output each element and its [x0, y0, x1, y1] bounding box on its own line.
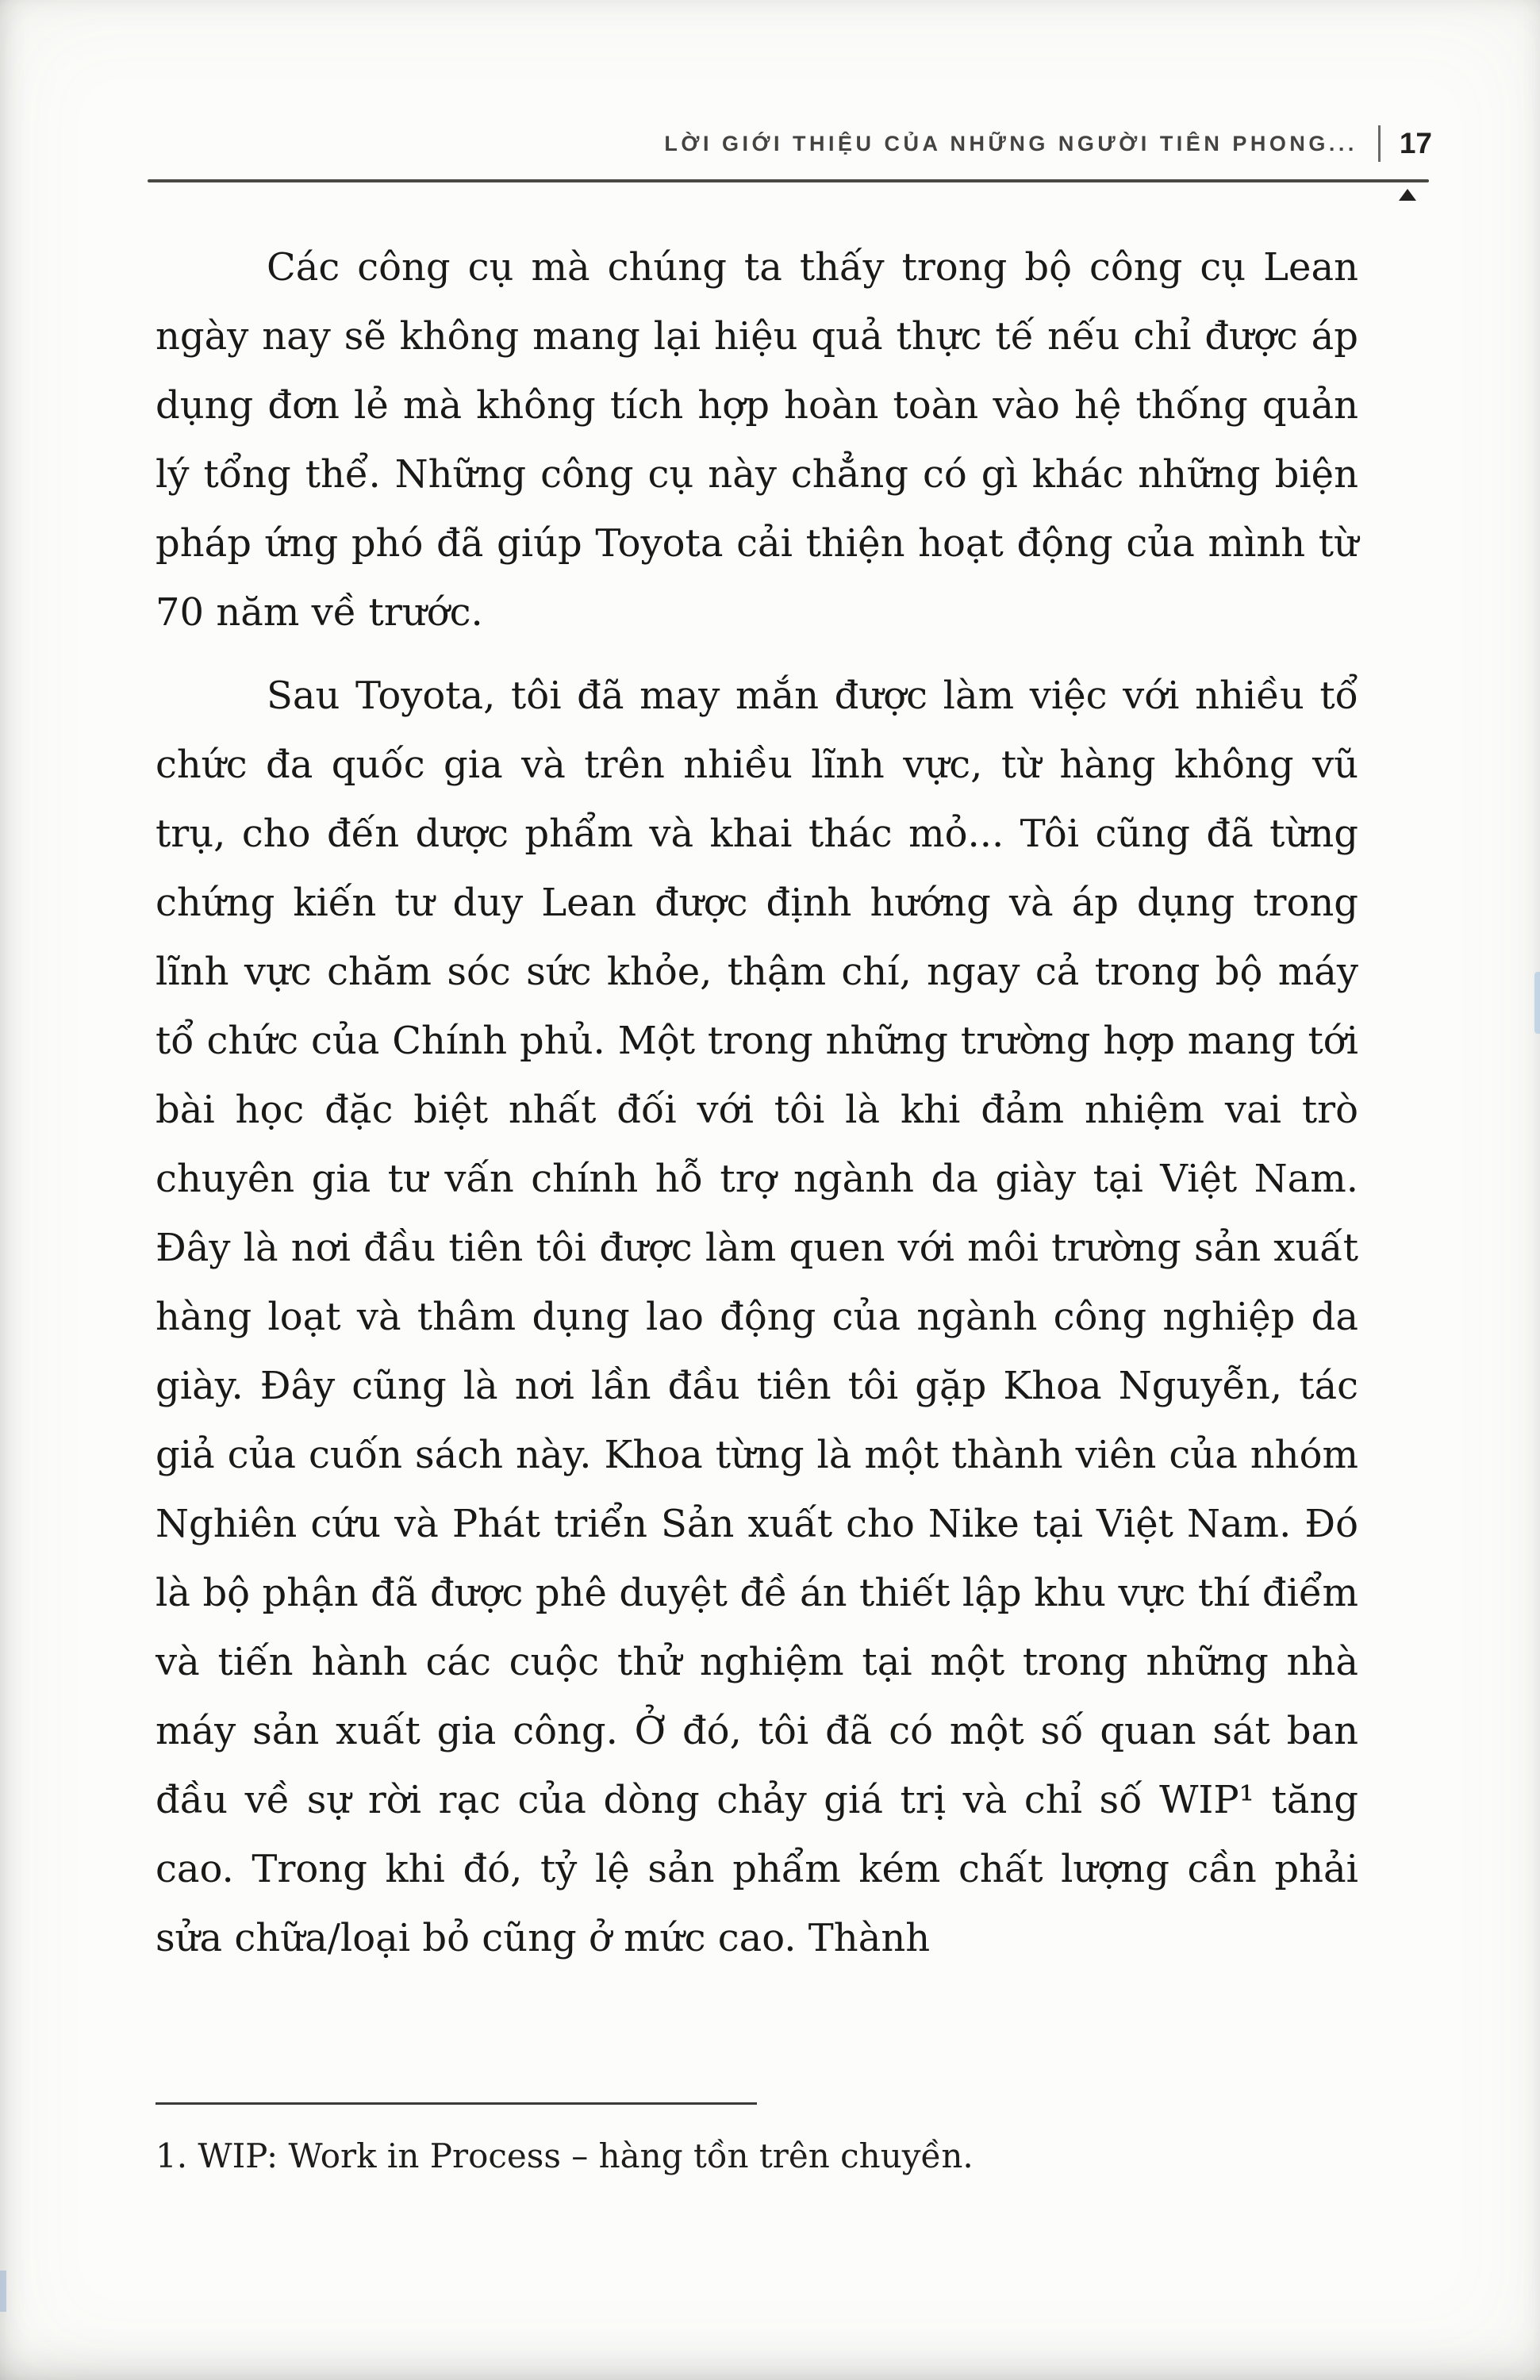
running-header-title: LỜI GIỚI THIỆU CỦA NHỮNG NGƯỜI TIÊN PHONG...: [664, 131, 1358, 155]
page-number: 17: [1399, 127, 1432, 159]
header-rule: [148, 179, 1429, 182]
footnote: 1. WIP: Work in Process – hàng tồn trên chuyền.: [156, 2136, 974, 2175]
triangle-up-icon: [1399, 189, 1416, 201]
running-header: [0, 125, 1432, 162]
paragraph: Các công cụ mà chúng ta thấy trong bộ công cụ Lean ngày nay sẽ không mang lại hiệu quả thực tế nếu chỉ được áp dụng đơn lẻ mà không tích hợp hoàn toàn vào hệ thống quản lý tổng thể. Những công cụ này chẳng có gì khác những biện pháp ứng phó đã giúp Toyota cải thiện hoạt động của mình từ 70 năm về trước.: [156, 245, 1358, 635]
scan-artifact: [1534, 972, 1540, 1034]
header-divider: [1378, 125, 1381, 162]
body-text: [156, 233, 1358, 1987]
footnote-rule: [156, 2102, 757, 2105]
paragraph: Sau Toyota, tôi đã may mắn được làm việc với nhiều tổ chức đa quốc gia và trên nhiều lĩnh vực, từ hàng không vũ trụ, cho đến dược phẩm và khai thác mỏ... Tôi cũng đã từng chứng kiến tư duy Lean được định hướng và áp dụng trong lĩnh vực chăm sóc sức khỏe, thậm chí, ngay cả trong bộ máy tổ chức của Chính phủ. Một trong những trường hợp mang tới bài học đặc biệt nhất đối với tôi là khi đảm nhiệm vai trò chuyên gia tư vấn chính hỗ trợ ngành da giày tại Việt Nam. Đây là nơi đầu tiên tôi được làm quen với môi trường sản xuất hàng loạt và thâm dụng lao động của ngành công nghiệp da giày. Đây cũng là nơi lần đầu tiên tôi gặp Khoa Nguyễn, tác giả của cuốn sách này. Khoa từng là một thành viên của nhóm Nghiên cứu và Phát triển Sản xuất cho Nike tại Việt Nam. Đó là bộ phận đã được phê duyệt đề án thiết lập khu vực thí điểm và tiến hành các cuộc thử nghiệm tại một trong những nhà máy sản xuất gia công. Ở đó, tôi đã có một số quan sát ban đầu về sự rời rạc của dòng chảy giá trị và chỉ số WIP¹ tăng cao. Trong khi đó, tỷ lệ sản phẩm kém chất lượng cần phải sửa chữa/loại bỏ cũng ở mức cao. Thành: [156, 674, 1358, 1960]
scan-artifact: [0, 2271, 6, 2312]
